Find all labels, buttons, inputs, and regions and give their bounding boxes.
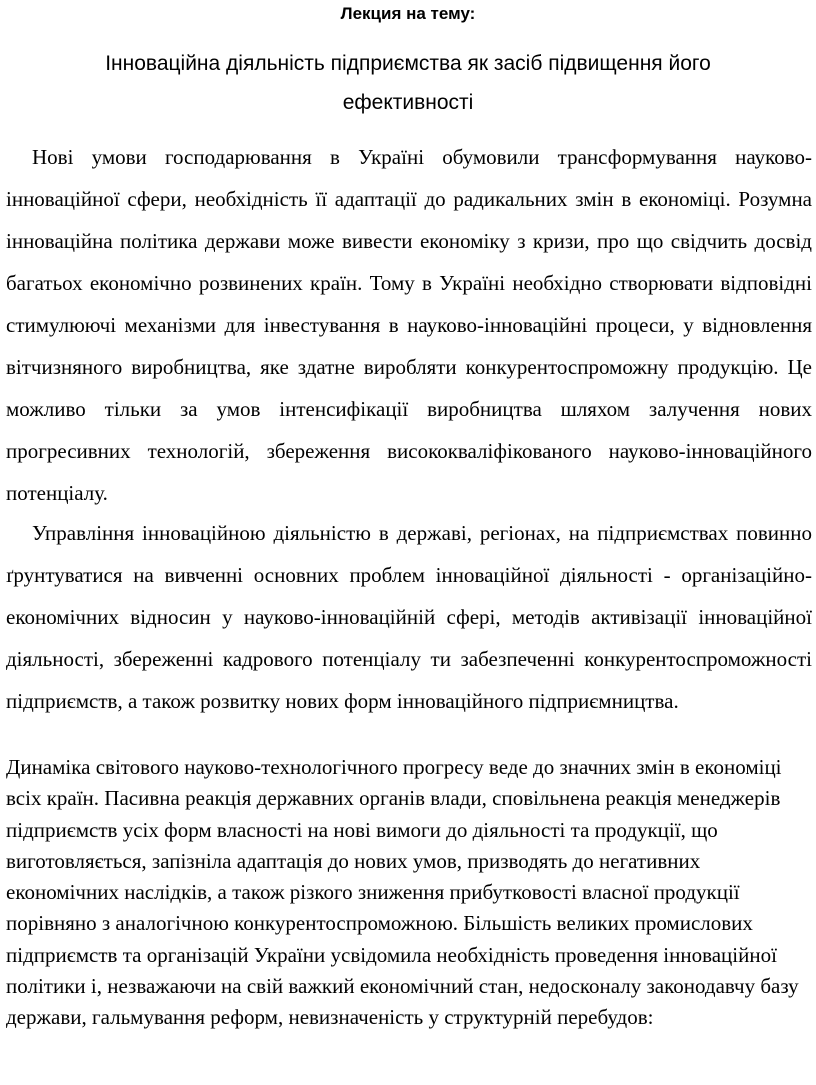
paragraph-1: Нові умови господарювання в Україні обумовили трансформування науково-інноваційної сфери, необхідність її адаптації до радикальних змін в економіці. Розумна інноваційна політика держави може вивести економіку з кризи, про що свідчить досвід багатьох економічно розвинених країн. Тому в Україні необхідно створювати відповідні стимулюючі механізми для інвестування в науково-інноваційні процеси, у відновлення вітчизняного виробництва, яке здатне виробляти конкурентоспроможну продукцію. Це можливо тільки за умов інтенсифікації виробництва шляхом залучення нових прогресивних технологій, збереження висококваліфікованого науково-інноваційного потенціалу.	[6, 145, 812, 505]
lecture-heading: Лекция на тему:	[340, 4, 476, 23]
paragraph-3: Динаміка світового науково-технологічного прогресу веде до значних змін в економіці всіх країн. Пасивна реакція державних органів влади, сповільнена реакція менеджерів підприємств усіх форм власності на нові вимоги до діяльності та продукції, що виготовляється, запізніла адаптація до нових умов, призводять до негативних економічних наслідків, а також різкого зниження прибутковості власної продукції порівняно з аналогічною конкурентоспроможною. Більшість великих промислових підприємств та організацій України усвідомила необхідність проведення інноваційної політики і, незважаючи на свій важкий економічний стан, недосконалу законодавчу базу держави, гальмування реформ, невизначеність у структурній перебудов:	[6, 755, 799, 1030]
lecture-title: Інноваційна діяльність підприємства як засіб підвищення його ефективності	[105, 52, 711, 114]
paragraph-2: Управління інноваційною діяльністю в державі, регіонах, на підприємствах повинно ґрунтуватися на вивченні основних проблем інноваційної діяльності - організаційно-економічних відносин у науково-інноваційній сфері, методів активізації інноваційної діяльності, збереженні кадрового потенціалу ти забезпеченні конкурентоспроможності підприємств, а також розвитку нових форм інноваційного підприємництва.	[6, 521, 812, 713]
